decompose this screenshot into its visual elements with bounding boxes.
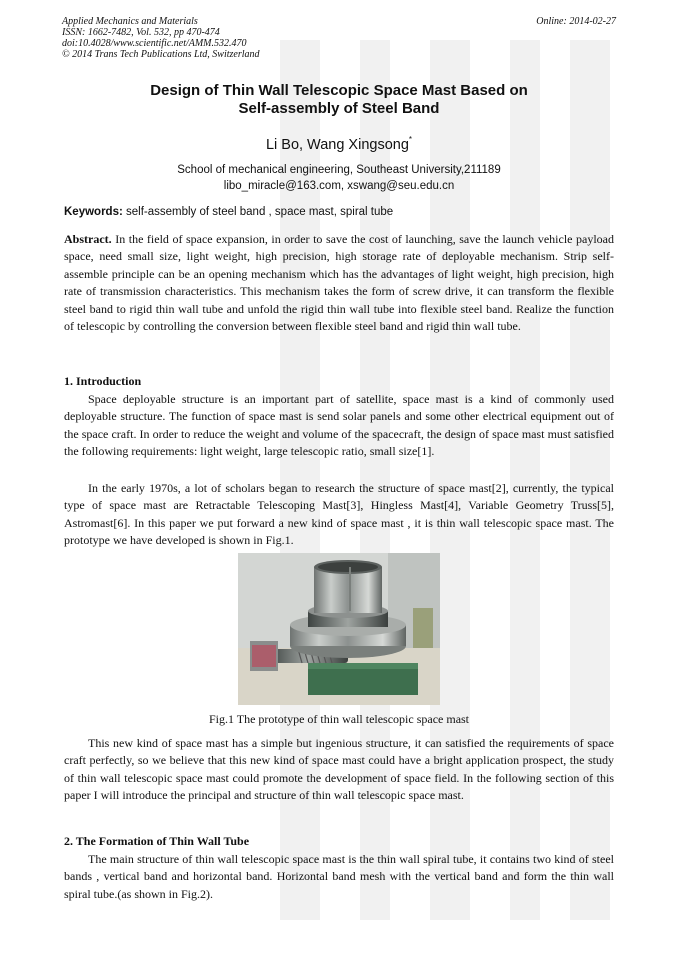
author-list xyxy=(0,135,678,153)
abstract xyxy=(64,231,614,335)
figure-1-photo xyxy=(238,553,440,705)
online-date: Online: 2014-02-27 xyxy=(536,16,616,27)
section-2-paragraph-1: The main structure of thin wall telescopic space mast is the thin wall spiral tube, it contains two kind of steel bands , vertical band and horizontal band. Horizontal band mesh with the vertical band and form the thin wall spiral tube.(as shown in Fig.2). xyxy=(64,852,614,901)
journal-name: Applied Mechanics and Materials xyxy=(62,16,198,27)
figure-1-caption: Fig.1 The prototype of thin wall telescopic space mast xyxy=(208,712,470,726)
abstract-text: In the field of space expansion, in order to save the cost of launching, save the launch vehicle payload space, need small size, light weight, high precision, high storage rate of deployable mechanism. Strip self-assemble principle can be an opening mechanism which has the advantages of light weight, high precision, high rate of transmission characteristics. This mechanism takes the form of screw drive, it can transform the flexible steel band to rigid thin wall tube and unfold the rigid thin wall tube into flexible steel band. Realize the function of telescopic by controlling the conversion between flexible steel band and rigid thin wall tube. xyxy=(64,232,615,334)
keywords-label: Keywords: xyxy=(64,206,123,218)
corresponding-author-mark: * xyxy=(408,135,413,144)
section-1-heading: 1. Introduction xyxy=(64,374,142,388)
keywords-text: self-assembly of steel band , space mast, spiral tube xyxy=(126,206,394,218)
journal-copyright: © 2014 Trans Tech Publications Ltd, Switzerland xyxy=(62,49,260,60)
intro-paragraph-1: Space deployable structure is an important part of satellite, space mast is a kind of commonly used deployable structure. The function of space mast is send solar panels and some other electrical equipment out of the space craft. In order to reduce the weight and volume of the spacecraft, the design of space mast must satisfied the following requirements: light weight, large telescopic ratio, small size[1]. xyxy=(64,392,614,459)
author-emails[interactable]: libo_miracle@163.com, xswang@seu.edu.cn xyxy=(223,180,455,192)
affiliation xyxy=(0,162,678,194)
intro-paragraph-3: This new kind of space mast has a simple but ingenious structure, it can satisfied the requirements of space craft perfectly, so we believe that this new kind of space mast could have a bright application prospect, the study of thin wall telescopic space mast could promote the development of space field. In the following section of this paper I will introduce the principal and structure of thin wall telescopic space mast. xyxy=(64,736,614,803)
author-names: Li Bo, Wang Xingsong xyxy=(265,137,409,153)
intro-paragraph-2: In the early 1970s, a lot of scholars began to research the structure of space mast[2], currently, the typical type of space mast are Retractable Telescoping Mast[3], Hingless Mast[4], Variable Geometry Truss[5], Astromast[6]. In this paper we put forward a new kind of space mast , it is thin wall telescopic space mast. The prototype we have developed is shown in Fig.1. xyxy=(64,481,614,548)
abstract-label: Abstract. xyxy=(64,232,112,246)
keywords xyxy=(64,206,393,218)
journal-header xyxy=(62,16,260,60)
paper-title xyxy=(0,82,678,118)
affiliation-school: School of mechanical engineering, Southeast University,211189 xyxy=(177,164,501,176)
title-line-2: Self-assembly of Steel Band xyxy=(238,100,440,117)
prototype-photo-illustration xyxy=(238,553,440,705)
journal-issn: ISSN: 1662-7482, Vol. 532, pp 470-474 xyxy=(62,27,220,38)
title-line-1: Design of Thin Wall Telescopic Space Mast Based on xyxy=(150,82,528,99)
journal-doi[interactable]: doi:10.4028/www.scientific.net/AMM.532.470 xyxy=(62,38,247,49)
section-2-heading: 2. The Formation of Thin Wall Tube xyxy=(64,834,250,848)
